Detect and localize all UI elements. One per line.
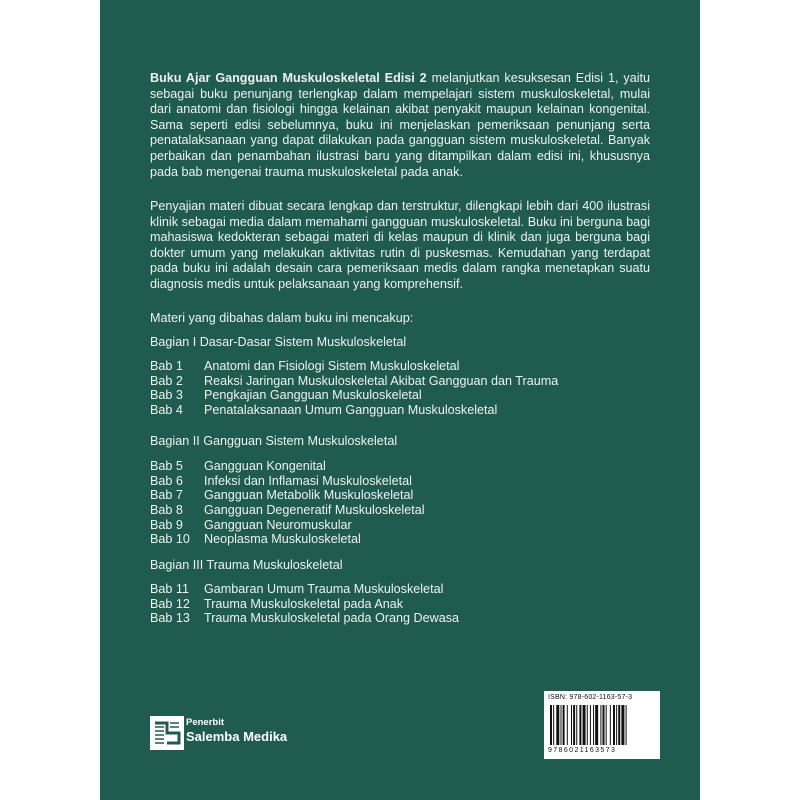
chapter-number: Bab 12 [150,596,190,611]
chapter-title: Gangguan Neuromuskular [204,517,352,532]
chapter-item [150,582,459,597]
book-title-bold: Buku Ajar Gangguan Muskuloskeletal Edisi 2 [150,71,427,85]
barcode-number: 9786021163573 [548,747,617,754]
chapter-title: Trauma Muskuloskeletal pada Orang Dewasa [204,611,460,626]
publisher-name-text: Salemba Medika [186,729,288,744]
chapter-item [150,503,425,518]
chapter-number: Bab 6 [150,473,183,488]
chapter-number: Bab 5 [150,459,183,473]
publisher-logo-icon [150,716,184,750]
part-3-chapter-list [150,582,459,626]
publisher-block [150,716,310,752]
publisher-name [186,717,287,744]
chapter-item [150,518,425,533]
chapter-title: Gangguan Kongenital [204,459,326,473]
chapter-title: Penatalaksanaan Umum Gangguan Muskuloskeletal [204,403,498,418]
chapter-item [150,388,558,403]
chapter-number: Bab 9 [150,517,183,532]
publisher-label: Penerbit [186,717,225,728]
chapter-title: Gambaran Umum Trauma Muskuloskeletal [204,582,444,596]
chapter-item [150,459,425,474]
chapter-item [150,403,558,418]
chapter-number: Bab 4 [150,403,183,418]
chapter-title: Reaksi Jaringan Muskuloskeletal Akibat Gangguan dan Trauma [204,373,559,388]
back-cover [100,0,700,800]
chapter-title: Gangguan Degeneratif Muskuloskeletal [204,503,425,518]
chapter-item [150,532,425,547]
chapter-number: Bab 2 [150,373,183,388]
chapter-item [150,611,459,626]
description-paragraph-2: Penyajian materi dibuat secara lengkap dan terstruktur, dilengkapi lebih dari 400 ilustrasi klinik sebagai media dalam memahami gangguan muskuloskeletal. Buku ini berguna bagi mahasiswa kedokteran sebagai materi di kelas maupun di klinik dan juga berguna bagi dokter umum yang melakukan aktivitas rutin di puskesmas. Kemudahan yang terdapat pada buku ini adalah desain cara pemeriksaan medis dalam rangka menetapkan suatu diagnosis medis untuk pelaksanaan yang komprehensif. [150,199,650,291]
part-1-title: Bagian I Dasar-Dasar Sistem Muskuloskeletal [150,335,407,349]
chapter-item [150,359,558,374]
chapter-title: Gangguan Metabolik Muskuloskeletal [204,488,414,503]
chapter-item [150,374,558,389]
chapter-item [150,474,425,489]
isbn-label: ISBN: 978-602-1163-57-3 [548,694,633,701]
part-1-chapter-list [150,359,558,418]
chapter-title: Neoplasma Muskuloskeletal [204,532,361,547]
chapter-number: Bab 1 [150,359,183,373]
part-3-title: Bagian III Trauma Muskuloskeletal [150,558,343,572]
description-paragraph-1 [150,71,650,180]
description-paragraph-1-text: melanjutkan kesuksesan Edisi 1, yaitu sebagai buku penunjang terlengkap dalam mempelajari sistem muskuloskeletal, mulai dari anatomi dan fisiologi hingga kelainan akibat penyakit maupun kelainan kongenital. Sama seperti edisi sebelumnya, buku ini menjelaskan pemeriksaan penunjang serta penatalaksanaan yang dapat dilakukan pada gangguan sistem muskuloskeletal. Banyak perbaikan dan penambahan ilustrasi baru yang ditampilkan dalam edisi ini, khususnya pada bab mengenai trauma muskuloskeletal pada anak. [150,71,651,179]
chapter-title: Pengkajian Gangguan Muskuloskeletal [204,388,422,403]
chapter-number: Bab 13 [150,611,190,626]
chapter-number: Bab 10 [150,532,190,547]
barcode-icon [550,705,654,745]
chapter-title: Infeksi dan Inflamasi Muskuloskeletal [204,473,412,488]
chapter-number: Bab 8 [150,503,183,518]
chapter-number: Bab 11 [150,582,189,596]
part-2-chapter-list [150,459,425,547]
isbn-barcode [544,691,660,759]
chapter-number: Bab 3 [150,388,183,403]
chapter-number: Bab 7 [150,488,183,503]
chapter-title: Trauma Muskuloskeletal pada Anak [204,596,404,611]
chapter-item [150,597,459,612]
chapter-title: Anatomi dan Fisiologi Sistem Muskuloskeletal [204,359,460,373]
contents-intro: Materi yang dibahas dalam buku ini mencakup: [150,311,414,325]
chapter-item [150,488,425,503]
part-2-title: Bagian II Gangguan Sistem Muskuloskeletal [150,434,398,448]
